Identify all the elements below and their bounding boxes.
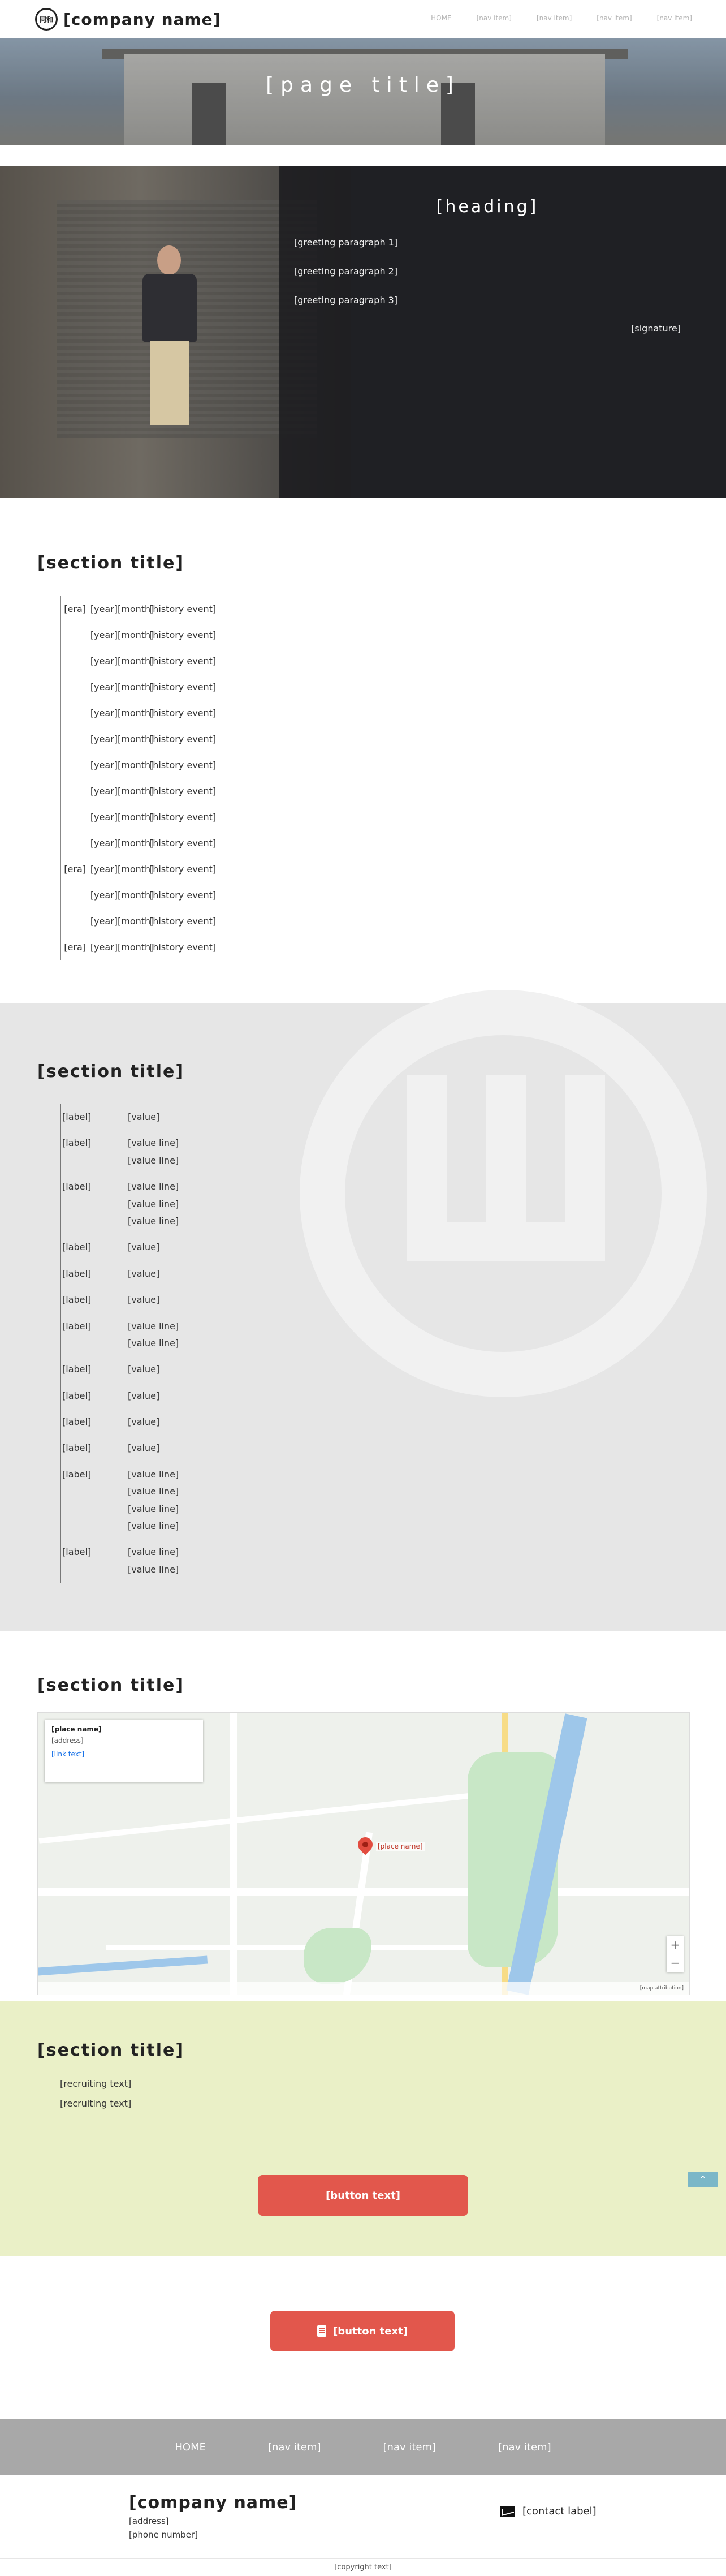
overview-row [61, 1409, 726, 1435]
history-month: [month] [118, 915, 154, 927]
history-year: [year] [90, 733, 118, 744]
overview-row [61, 1435, 726, 1461]
map-zoom-control [667, 1936, 684, 1972]
mail-icon [500, 2506, 515, 2517]
overview-value: [value line] [value line] [128, 1547, 179, 1575]
overview-label: [label] [62, 1181, 92, 1192]
footer-nav-home[interactable]: HOME [175, 2441, 206, 2453]
greeting-panel [279, 166, 726, 498]
google-map[interactable] [37, 1712, 690, 1995]
nav-home[interactable]: HOME [431, 14, 452, 22]
overview-section [0, 1003, 726, 1631]
overview-table [60, 1104, 726, 1583]
history-year: [year] [90, 629, 118, 640]
recruit-section [0, 2001, 726, 2256]
overview-value: [value] [128, 1242, 160, 1253]
overview-value: [value] [128, 1390, 160, 1401]
overview-value: [value] [128, 1112, 160, 1122]
overview-label: [label] [62, 1294, 92, 1306]
history-row [61, 934, 726, 960]
overview-label: [label] [62, 1416, 92, 1428]
overview-row [61, 1539, 726, 1583]
person-body [142, 274, 197, 342]
history-year: [year] [90, 785, 118, 796]
map-road [39, 1791, 490, 1844]
history-text: [history event] [149, 733, 217, 744]
overview-row [61, 1383, 726, 1409]
map-park [304, 1928, 371, 1984]
history-text: [history event] [149, 785, 217, 796]
company-pdf-label: [button text] [333, 2325, 408, 2337]
history-month: [month] [118, 681, 154, 692]
recruit-title: [section title] [37, 2040, 185, 2061]
access-section [0, 1631, 726, 1995]
history-year: [year] [90, 915, 118, 927]
history-era: [era] [64, 863, 86, 875]
overview-label: [label] [62, 1364, 92, 1375]
map-info-card [45, 1720, 203, 1782]
overview-value: [value] [128, 1294, 160, 1306]
history-year: [year] [90, 863, 118, 875]
footer-contact-link[interactable] [500, 2505, 597, 2517]
history-month: [month] [118, 603, 154, 614]
history-year: [year] [90, 603, 118, 614]
overview-label: [label] [62, 1390, 92, 1401]
nav-business[interactable]: [nav item] [536, 14, 572, 22]
map-road [106, 1945, 502, 1950]
map-enlarge-link[interactable]: [link text] [51, 1750, 85, 1759]
footer-nav-company[interactable]: [nav item] [498, 2441, 551, 2453]
map-card-address: [address] [51, 1737, 84, 1745]
history-month: [month] [118, 889, 154, 901]
nav-contact[interactable]: [nav item] [656, 14, 692, 22]
history-month: [month] [118, 707, 154, 718]
company-pdf-button[interactable] [270, 2311, 455, 2351]
history-text: [history event] [149, 629, 217, 640]
history-row [61, 622, 726, 648]
map-river [38, 1956, 208, 1976]
history-month: [month] [118, 629, 154, 640]
greeting-signature: [signature] [631, 322, 681, 334]
footer-nav [0, 2419, 726, 2475]
overview-value: [value line] [value line] [128, 1320, 179, 1349]
history-text: [history event] [149, 811, 217, 822]
overview-value: [value] [128, 1416, 160, 1428]
site-logo[interactable] [35, 8, 221, 31]
map-attribution: [map attribution] [38, 1982, 689, 1995]
history-text: [history event] [149, 889, 217, 901]
overview-row [61, 1104, 726, 1130]
history-month: [month] [118, 837, 154, 848]
footer-nav-core-competence[interactable]: [nav item] [268, 2441, 321, 2453]
site-header [0, 0, 726, 38]
history-text: [history event] [149, 915, 217, 927]
history-row [61, 648, 726, 674]
history-row [61, 726, 726, 752]
zoom-out-button[interactable]: − [670, 1956, 680, 1970]
overview-row [61, 1356, 726, 1382]
history-row [61, 882, 726, 908]
greeting-paragraph: [greeting paragraph 2] [294, 266, 398, 277]
footer-company-block [129, 2493, 297, 2540]
history-year: [year] [90, 889, 118, 901]
overview-row [61, 1130, 726, 1174]
overview-value: [value] [128, 1364, 160, 1375]
history-row [61, 674, 726, 700]
map-pin-icon[interactable] [355, 1834, 376, 1855]
overview-row [61, 1174, 726, 1234]
history-year: [year] [90, 681, 118, 692]
map-card-name: [place name] [51, 1725, 102, 1734]
overview-row [61, 1313, 726, 1357]
history-row [61, 596, 726, 622]
greeting-section [0, 166, 726, 498]
pdf-section [0, 2256, 726, 2419]
document-icon [317, 2325, 326, 2337]
history-row [61, 856, 726, 882]
history-year: [year] [90, 759, 118, 770]
logo-text: [company name] [63, 10, 221, 29]
overview-value: [value line] [value line] [128, 1138, 179, 1166]
footer-contact-label: [contact label] [522, 2505, 597, 2518]
overview-label: [label] [62, 1547, 92, 1558]
overview-label: [label] [62, 1138, 92, 1149]
hero-banner [0, 38, 726, 145]
history-year: [year] [90, 837, 118, 848]
history-text: [history event] [149, 863, 217, 875]
footer-company-name: [company name] [129, 2493, 297, 2513]
overview-value: [value] [128, 1442, 160, 1454]
history-month: [month] [118, 655, 154, 666]
recruit-text: [recruiting text] [60, 2078, 132, 2090]
overview-row [61, 1261, 726, 1287]
history-month: [month] [118, 811, 154, 822]
history-row [61, 752, 726, 778]
history-text: [history event] [149, 837, 217, 848]
history-list [60, 596, 726, 960]
overview-label: [label] [62, 1268, 92, 1279]
president-figure [136, 245, 204, 432]
history-text: [history event] [149, 759, 217, 770]
person-legs [150, 341, 189, 425]
history-month: [month] [118, 785, 154, 796]
footer-address: [address] [129, 2516, 169, 2527]
chevron-up-icon[interactable]: ⌃ [688, 2172, 718, 2187]
overview-value: [value] [128, 1268, 160, 1279]
map-road [230, 1713, 237, 1995]
logo-mark-icon: 同和 [35, 8, 58, 31]
zoom-in-button[interactable]: + [670, 1938, 680, 1952]
history-text: [history event] [149, 941, 217, 953]
overview-title: [section title] [37, 1062, 185, 1082]
history-year: [year] [90, 707, 118, 718]
history-row [61, 700, 726, 726]
overview-label: [label] [62, 1442, 92, 1454]
history-row [61, 804, 726, 830]
greeting-paragraph: [greeting paragraph 3] [294, 295, 398, 306]
page-title: [page title] [266, 74, 460, 97]
overview-label: [label] [62, 1242, 92, 1253]
history-month: [month] [118, 941, 154, 953]
overview-label: [label] [62, 1468, 92, 1480]
history-text: [history event] [149, 655, 217, 666]
history-year: [year] [90, 811, 118, 822]
global-nav [431, 14, 692, 22]
overview-row [61, 1234, 726, 1260]
overview-label: [label] [62, 1112, 92, 1122]
history-month: [month] [118, 863, 154, 875]
history-row [61, 908, 726, 934]
person-head [157, 245, 181, 275]
history-section [0, 498, 726, 1003]
history-month: [month] [118, 733, 154, 744]
access-title: [section title] [37, 1675, 185, 1696]
history-row [61, 830, 726, 856]
overview-row [61, 1287, 726, 1313]
history-era: [era] [64, 941, 86, 953]
greeting-title: [heading] [436, 197, 539, 217]
nav-company[interactable]: [nav item] [597, 14, 632, 22]
overview-row [61, 1462, 726, 1540]
footer-nav-business[interactable]: [nav item] [383, 2441, 437, 2453]
history-title: [section title] [37, 553, 185, 573]
history-text: [history event] [149, 603, 217, 614]
recruit-text: [recruiting text] [60, 2098, 132, 2109]
history-text: [history event] [149, 681, 217, 692]
history-text: [history event] [149, 707, 217, 718]
nav-core-competence[interactable]: [nav item] [476, 14, 512, 22]
contact-button[interactable]: [button text] [258, 2175, 468, 2216]
footer-tel: [phone number] [129, 2530, 198, 2540]
greeting-paragraph: [greeting paragraph 1] [294, 237, 398, 248]
history-year: [year] [90, 941, 118, 953]
overview-value: [value line] [value line] [value line] [128, 1181, 179, 1226]
map-pin-label: [place name] [376, 1842, 425, 1851]
overview-label: [label] [62, 1320, 92, 1332]
site-footer [0, 2475, 726, 2558]
overview-value: [value line] [value line] [value line] [value line] [128, 1468, 179, 1532]
history-era: [era] [64, 603, 86, 614]
copyright: [copyright text] [0, 2558, 726, 2575]
history-year: [year] [90, 655, 118, 666]
history-month: [month] [118, 759, 154, 770]
history-row [61, 778, 726, 804]
